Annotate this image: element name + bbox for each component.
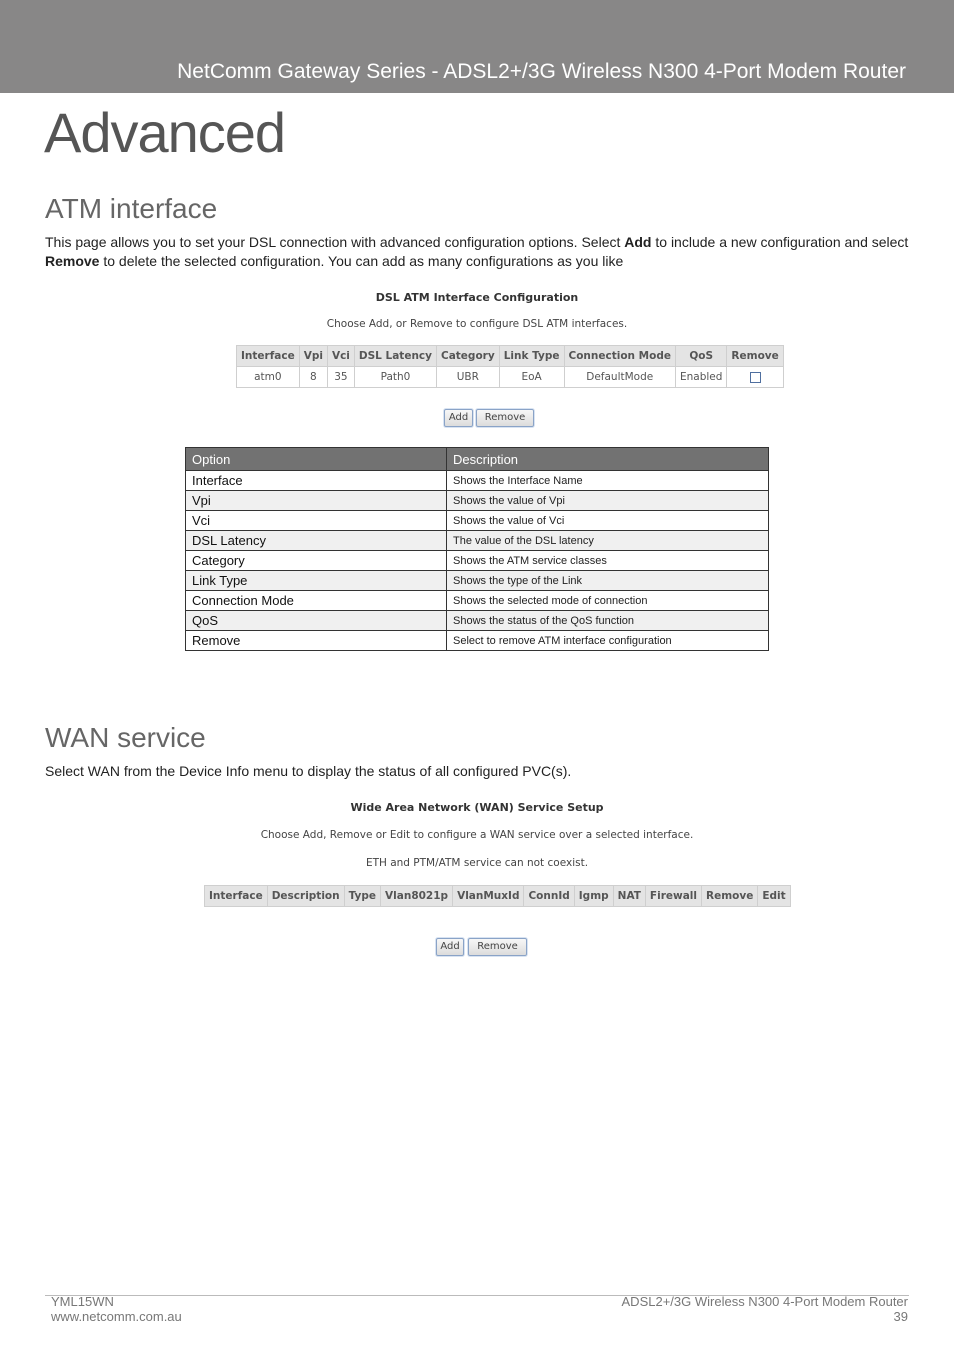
- atm-cell-remove: [727, 367, 783, 388]
- wan-col-description: Description: [267, 886, 344, 907]
- option-name: Connection Mode: [186, 591, 447, 611]
- atm-cell-category: UBR: [437, 367, 500, 388]
- atm-add-button[interactable]: Add: [444, 409, 473, 427]
- atm-para-add: Add: [624, 234, 652, 250]
- atm-config-title: DSL ATM Interface Configuration: [375, 291, 579, 304]
- atm-cell-qos: Enabled: [675, 367, 726, 388]
- atm-remove-button[interactable]: Remove: [476, 409, 534, 427]
- atm-col-vpi: Vpi: [299, 346, 327, 367]
- option-name: Category: [186, 551, 447, 571]
- atm-col-remove: Remove: [727, 346, 783, 367]
- atm-cell-connection-mode: DefaultMode: [564, 367, 675, 388]
- option-name: Remove: [186, 631, 447, 651]
- table-row: [186, 611, 769, 631]
- option-description: Shows the status of the QoS function: [447, 611, 769, 631]
- wan-col-edit: Edit: [758, 886, 790, 907]
- atm-col-connection-mode: Connection Mode: [564, 346, 675, 367]
- atm-col-interface: Interface: [237, 346, 300, 367]
- atm-cell-interface: atm0: [237, 367, 300, 388]
- footer-page-number: 39: [893, 1309, 908, 1324]
- wan-col-nat: NAT: [613, 886, 645, 907]
- atm-table-header-row: [237, 346, 784, 367]
- table-row: [237, 367, 784, 388]
- atm-cell-link-type: EoA: [499, 367, 564, 388]
- wan-col-connid: ConnId: [524, 886, 574, 907]
- option-name: DSL Latency: [186, 531, 447, 551]
- remove-checkbox[interactable]: [750, 372, 761, 383]
- wan-col-vlanmuxid: VlanMuxId: [453, 886, 524, 907]
- atm-para-part-2: to include a new configuration and select: [651, 234, 909, 250]
- footer-model: YML15WN: [51, 1294, 114, 1309]
- atm-para-part-1: This page allows you to set your DSL connection with advanced configuration options. Select: [45, 234, 625, 250]
- table-row: [186, 511, 769, 531]
- header-title: NetComm Gateway Series - ADSL2+/3G Wireless N300 4-Port Modem Router: [177, 60, 906, 83]
- atm-col-dsl-latency: DSL Latency: [354, 346, 436, 367]
- atm-col-link-type: Link Type: [499, 346, 564, 367]
- option-description: Shows the value of Vpi: [447, 491, 769, 511]
- atm-cell-vci: 35: [327, 367, 354, 388]
- option-description: Shows the ATM service classes: [447, 551, 769, 571]
- table-row: [186, 471, 769, 491]
- wan-col-remove: Remove: [701, 886, 757, 907]
- atm-interface-table: [236, 345, 784, 388]
- option-name: Vpi: [186, 491, 447, 511]
- option-description: Shows the Interface Name: [447, 471, 769, 491]
- atm-description: [45, 233, 915, 271]
- table-row: [186, 531, 769, 551]
- wan-setup-title: Wide Area Network (WAN) Service Setup: [350, 801, 604, 814]
- atm-para-remove: Remove: [45, 253, 100, 269]
- atm-col-qos: QoS: [675, 346, 726, 367]
- wan-add-button[interactable]: Add: [436, 938, 464, 956]
- table-row: [186, 571, 769, 591]
- option-description: Shows the value of Vci: [447, 511, 769, 531]
- wan-remove-button[interactable]: Remove: [468, 938, 527, 956]
- atm-col-vci: Vci: [327, 346, 354, 367]
- wan-col-igmp: Igmp: [574, 886, 613, 907]
- wan-col-type: Type: [344, 886, 380, 907]
- wan-service-table: [204, 885, 791, 907]
- options-table: [185, 447, 769, 651]
- option-name: Vci: [186, 511, 447, 531]
- header-bar: [0, 0, 954, 93]
- atm-cell-vpi: 8: [299, 367, 327, 388]
- table-row: [186, 491, 769, 511]
- option-description: The value of the DSL latency: [447, 531, 769, 551]
- atm-cell-dsl-latency: Path0: [354, 367, 436, 388]
- footer-website: www.netcomm.com.au: [51, 1309, 182, 1324]
- options-col-option: Option: [186, 448, 447, 471]
- options-header-row: [186, 448, 769, 471]
- table-row: [186, 551, 769, 571]
- wan-col-vlan8021p: Vlan8021p: [381, 886, 453, 907]
- option-name: QoS: [186, 611, 447, 631]
- table-row: [186, 631, 769, 651]
- option-name: Interface: [186, 471, 447, 491]
- table-row: [186, 591, 769, 611]
- wan-setup-subtitle-1: Choose Add, Remove or Edit to configure a WAN service over a selected interface.: [260, 829, 694, 841]
- atm-para-part-3: to delete the selected configuration. You can add as many configurations as you like: [99, 253, 624, 269]
- option-description: Shows the selected mode of connection: [447, 591, 769, 611]
- wan-col-interface: Interface: [205, 886, 268, 907]
- page-title: Advanced: [44, 101, 286, 164]
- option-description: Select to remove ATM interface configuration: [447, 631, 769, 651]
- atm-config-subtitle: Choose Add, or Remove to configure DSL ATM interfaces.: [326, 318, 628, 330]
- option-description: Shows the type of the Link: [447, 571, 769, 591]
- wan-col-firewall: Firewall: [645, 886, 701, 907]
- atm-section-heading: ATM interface: [45, 193, 218, 224]
- wan-section-heading: WAN service: [45, 722, 206, 753]
- wan-setup-subtitle-2: ETH and PTM/ATM service can not coexist.: [365, 857, 589, 869]
- atm-col-category: Category: [437, 346, 500, 367]
- footer-product: ADSL2+/3G Wireless N300 4-Port Modem Router: [621, 1294, 908, 1309]
- options-col-description: Description: [447, 448, 769, 471]
- wan-table-header-row: [205, 886, 791, 907]
- wan-description: Select WAN from the Device Info menu to display the status of all configured PVC(s).: [45, 763, 572, 779]
- option-name: Link Type: [186, 571, 447, 591]
